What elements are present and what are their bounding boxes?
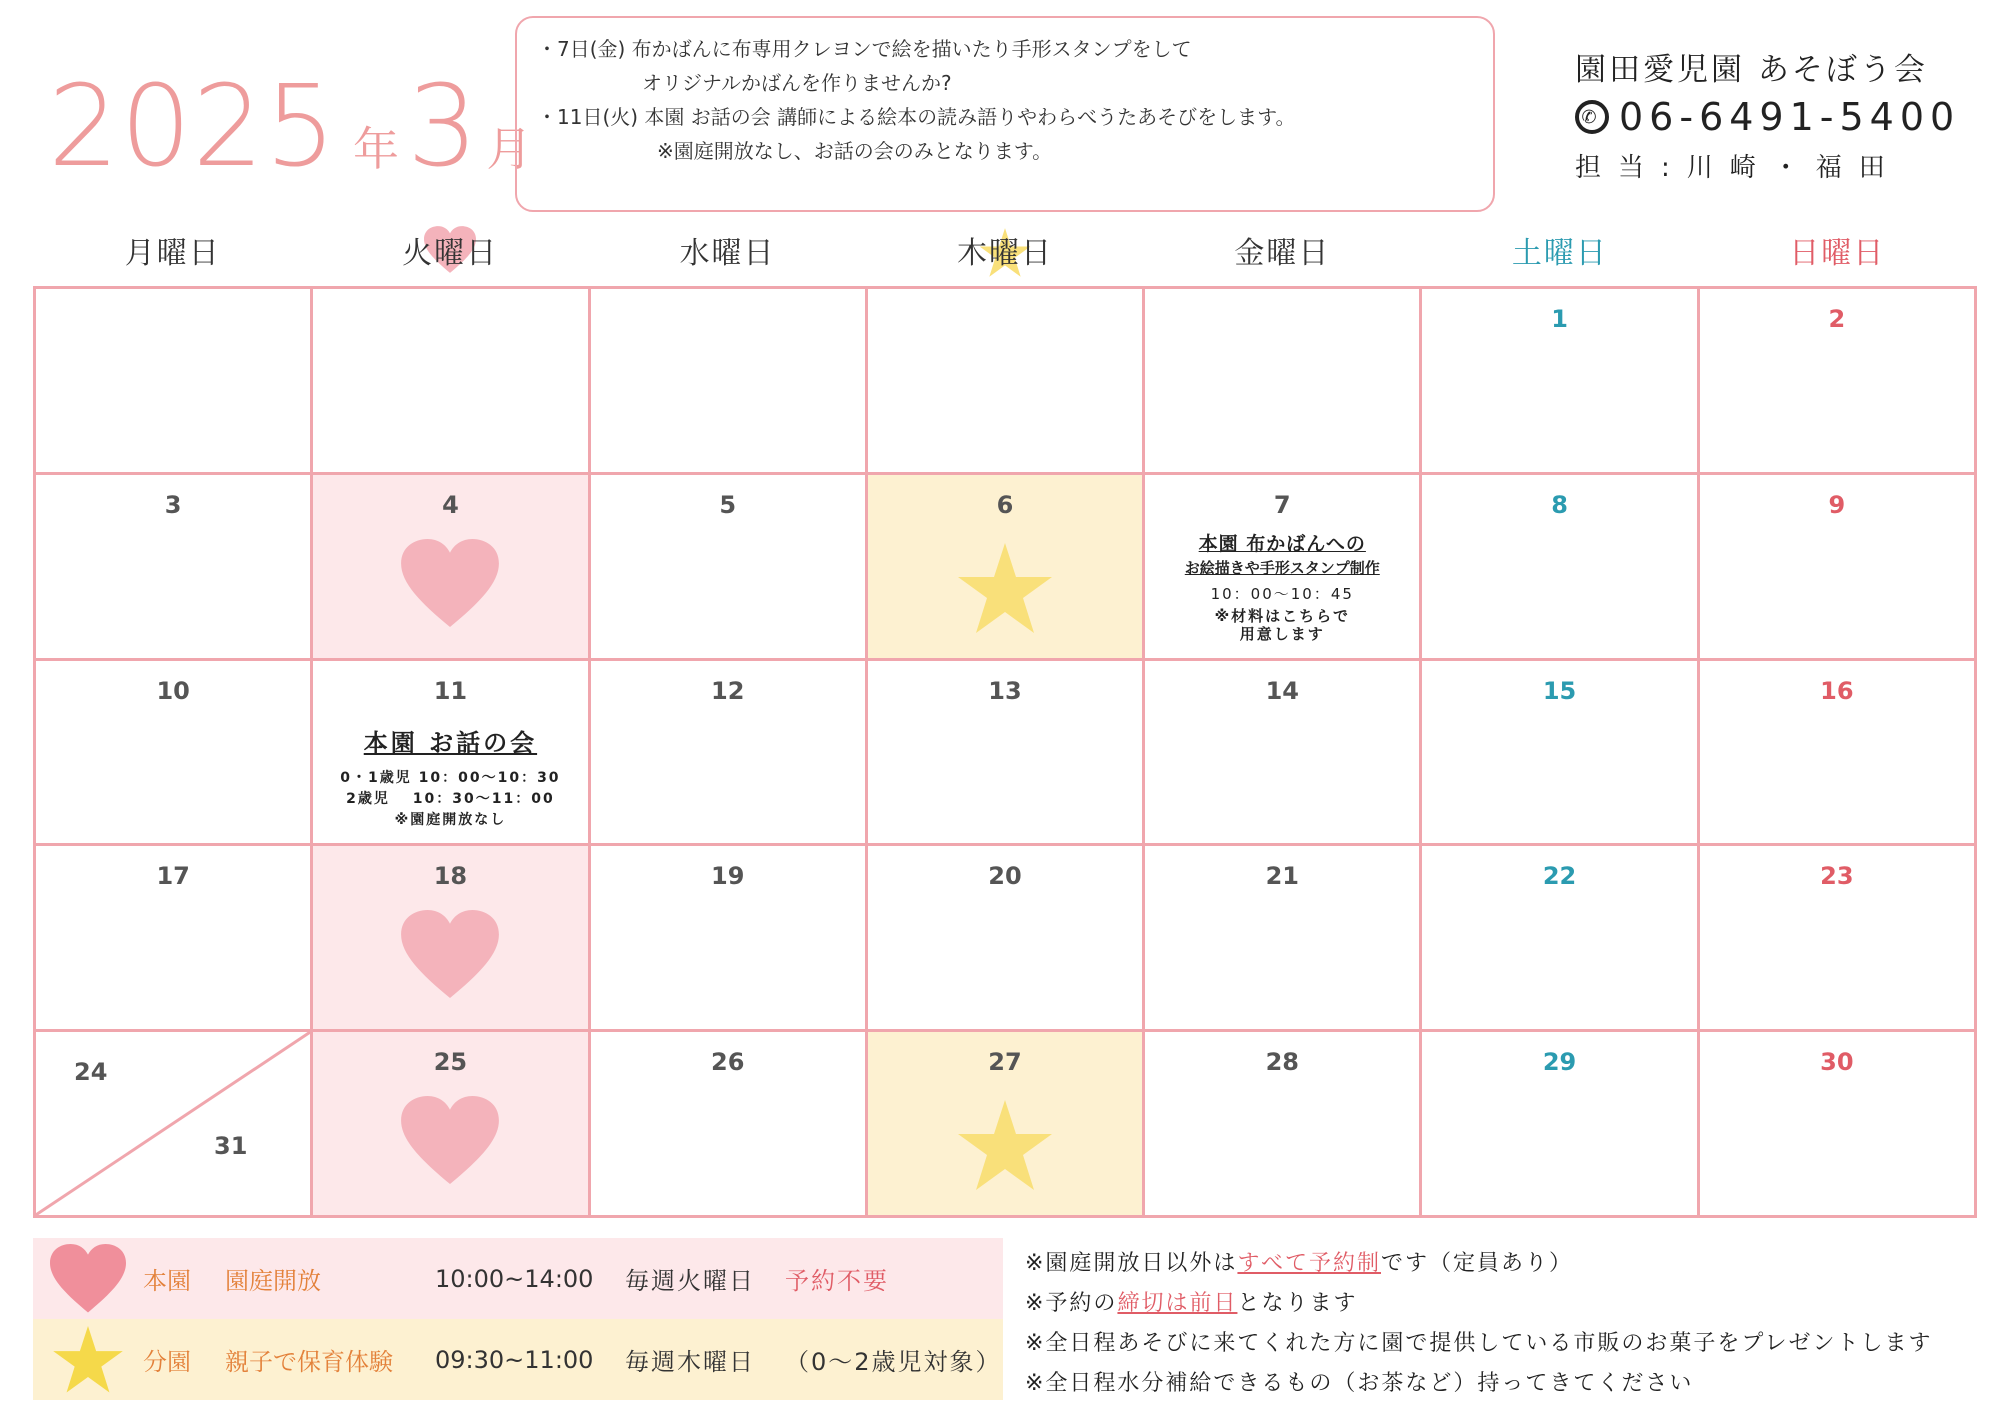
note-emphasis: 締切は前日 xyxy=(1117,1291,1238,1316)
legend-day: 毎週木曜日 xyxy=(625,1348,755,1376)
notice-line-1: ・7日(金) 布かばんに布専用クレヨンで絵を描いたり手形スタンプをして xyxy=(537,37,1192,61)
day-number: 26 xyxy=(711,1048,745,1077)
weekday-header xyxy=(34,228,1976,278)
weekday-sun: 日曜日 xyxy=(1789,236,1886,271)
month: 3 xyxy=(407,62,479,192)
heart-icon xyxy=(401,539,499,629)
day-cell-30 xyxy=(1700,1032,1977,1218)
day-cell-empty xyxy=(313,289,590,475)
day-number: 28 xyxy=(1265,1048,1299,1077)
note-4: ※全日程水分補給できるもの（お茶など）持ってきてください xyxy=(1025,1371,1694,1396)
notice-line-4: ※園庭開放なし、お話の会のみとなります。 xyxy=(657,139,1053,163)
heart-icon xyxy=(401,910,499,1000)
header-info xyxy=(1575,44,1985,184)
day-cell-empty xyxy=(1145,289,1422,475)
day-cell-19 xyxy=(591,846,868,1032)
event-title: 本園 お話の会 xyxy=(363,728,538,757)
day-cell-6 xyxy=(868,475,1145,661)
day-cell-8 xyxy=(1422,475,1699,661)
day-cell-25 xyxy=(313,1032,590,1218)
day-number: 6 xyxy=(996,490,1014,519)
weekday-mon: 月曜日 xyxy=(124,236,221,271)
day-cell-9 xyxy=(1700,475,1977,661)
day-number: 23 xyxy=(1820,862,1854,891)
event-time: 10：00～10：45 xyxy=(1210,584,1354,603)
day-cell-23 xyxy=(1700,846,1977,1032)
day-cell-27 xyxy=(868,1032,1145,1218)
day-number: 2 xyxy=(1828,305,1846,333)
phone-row xyxy=(1575,95,1985,139)
heart-icon xyxy=(50,1244,126,1314)
legend-note: （0～2歳児対象） xyxy=(785,1348,1002,1376)
legend-time: 09:30~11:00 xyxy=(435,1345,594,1374)
day-number: 20 xyxy=(988,862,1022,891)
note-emphasis: すべて予約制 xyxy=(1237,1251,1381,1276)
day-cell-1 xyxy=(1422,289,1699,475)
heart-icon xyxy=(401,1096,499,1186)
staff: 担当:川崎・福田 xyxy=(1575,153,1902,183)
day-cell-18 xyxy=(313,846,590,1032)
day-number: 18 xyxy=(433,862,468,891)
legend xyxy=(33,1238,1003,1400)
day-number: 21 xyxy=(1265,862,1299,891)
legend-activity: 園庭開放 xyxy=(225,1267,321,1295)
legend-place: 分園 xyxy=(143,1348,191,1376)
event-note xyxy=(1145,607,1419,643)
day-cell-14 xyxy=(1145,661,1422,847)
day-number: 12 xyxy=(711,676,745,705)
day-number: 16 xyxy=(1820,676,1854,705)
day-number: 19 xyxy=(711,862,745,891)
weekday-tue: 火曜日 xyxy=(311,228,588,278)
day-cell-24-31 xyxy=(36,1032,313,1218)
day-number: 8 xyxy=(1551,490,1568,519)
day-cell-28 xyxy=(1145,1032,1422,1218)
day-cell-26 xyxy=(591,1032,868,1218)
day-cell-2 xyxy=(1700,289,1977,475)
phone-number[interactable]: 06-6491-5400 xyxy=(1619,95,1961,139)
day-cell-13 xyxy=(868,661,1145,847)
event-title: 本園 布かばんへの xyxy=(1198,532,1366,555)
event-line: 0・1歳児 10：00～10：30 xyxy=(340,769,561,786)
legend-place: 本園 xyxy=(143,1267,191,1295)
day-number: 4 xyxy=(442,490,459,519)
note-2: ※予約の締切は前日となります xyxy=(1025,1291,1358,1316)
day-number: 31 xyxy=(214,1132,248,1161)
event-subtitle: お絵描きや手形スタンプ制作 xyxy=(1184,558,1380,577)
weekday-fri: 金曜日 xyxy=(1234,236,1331,271)
event-note-line: 用意します xyxy=(1239,624,1325,643)
day-number: 1 xyxy=(1551,305,1568,333)
calendar-grid xyxy=(33,286,1977,1218)
day-number: 14 xyxy=(1265,676,1299,705)
day-cell-empty xyxy=(36,289,313,475)
day-number: 17 xyxy=(156,862,190,891)
day-number: 7 xyxy=(1273,490,1291,519)
day-cell-10 xyxy=(36,661,313,847)
notice-line-3: ・11日(火) 本園 お話の会 講師による絵本の読み語りやわらべうたあそびをします。 xyxy=(537,105,1296,129)
day-number: 9 xyxy=(1828,490,1846,519)
legend-row-experience xyxy=(33,1319,1003,1400)
month-title xyxy=(48,62,533,192)
star-icon xyxy=(955,1096,1055,1196)
day-cell-16 xyxy=(1700,661,1977,847)
day-cell-empty xyxy=(868,289,1145,475)
day-cell-7 xyxy=(1145,475,1422,661)
year: 2025 xyxy=(48,62,338,192)
notice-line-2: オリジナルかばんを作りませんか? xyxy=(642,71,952,95)
day-cell-29 xyxy=(1422,1032,1699,1218)
day-cell-empty xyxy=(591,289,868,475)
legend-day: 毎週火曜日 xyxy=(625,1267,755,1295)
star-icon xyxy=(955,539,1055,639)
year-kanji: 年 xyxy=(353,122,400,176)
day-cell-21 xyxy=(1145,846,1422,1032)
day-number: 10 xyxy=(156,676,190,705)
day-number: 13 xyxy=(988,676,1022,705)
day-number: 5 xyxy=(719,490,737,519)
day-number: 15 xyxy=(1542,676,1577,705)
day-number: 22 xyxy=(1542,862,1577,891)
day-number: 24 xyxy=(74,1058,108,1087)
day-cell-22 xyxy=(1422,846,1699,1032)
note-1: ※園庭開放日以外はすべて予約制です（定員あり） xyxy=(1025,1251,1574,1276)
day-cell-12 xyxy=(591,661,868,847)
day-number: 30 xyxy=(1820,1048,1854,1077)
day-cell-3 xyxy=(36,475,313,661)
notice-box xyxy=(515,16,1495,212)
day-number: 29 xyxy=(1542,1048,1577,1077)
day-number: 25 xyxy=(433,1048,468,1077)
event-note-line: ※材料はこちらで xyxy=(1214,606,1350,625)
day-cell-17 xyxy=(36,846,313,1032)
weekday-sat: 土曜日 xyxy=(1511,236,1608,271)
day-cell-4 xyxy=(313,475,590,661)
day-number: 3 xyxy=(164,490,182,519)
note-3: ※全日程あそびに来てくれた方に園で提供している市販のお菓子をプレゼントします xyxy=(1025,1331,1933,1356)
day-number: 11 xyxy=(433,676,468,705)
weekday-wed: 水曜日 xyxy=(679,236,776,271)
legend-row-garden xyxy=(33,1238,1003,1319)
month-kanji: 月 xyxy=(486,122,533,176)
event-note: ※園庭開放なし xyxy=(394,811,507,828)
star-icon xyxy=(51,1323,125,1397)
day-cell-20 xyxy=(868,846,1145,1032)
day-cell-15 xyxy=(1422,661,1699,847)
legend-time: 10:00~14:00 xyxy=(435,1264,594,1293)
legend-note: 予約不要 xyxy=(785,1267,889,1295)
day-number: 27 xyxy=(988,1048,1022,1077)
day-cell-5 xyxy=(591,475,868,661)
day-cell-11 xyxy=(313,661,590,847)
org-name: 園田愛児園 あそぼう会 xyxy=(1575,52,1928,88)
notes xyxy=(1025,1244,1985,1404)
legend-activity: 親子で保育体験 xyxy=(225,1348,393,1376)
weekday-thu: 木曜日 xyxy=(866,228,1143,278)
event-line: 2歳児 10：30～11：00 xyxy=(346,790,555,807)
phone-icon: ✆ xyxy=(1575,100,1609,134)
